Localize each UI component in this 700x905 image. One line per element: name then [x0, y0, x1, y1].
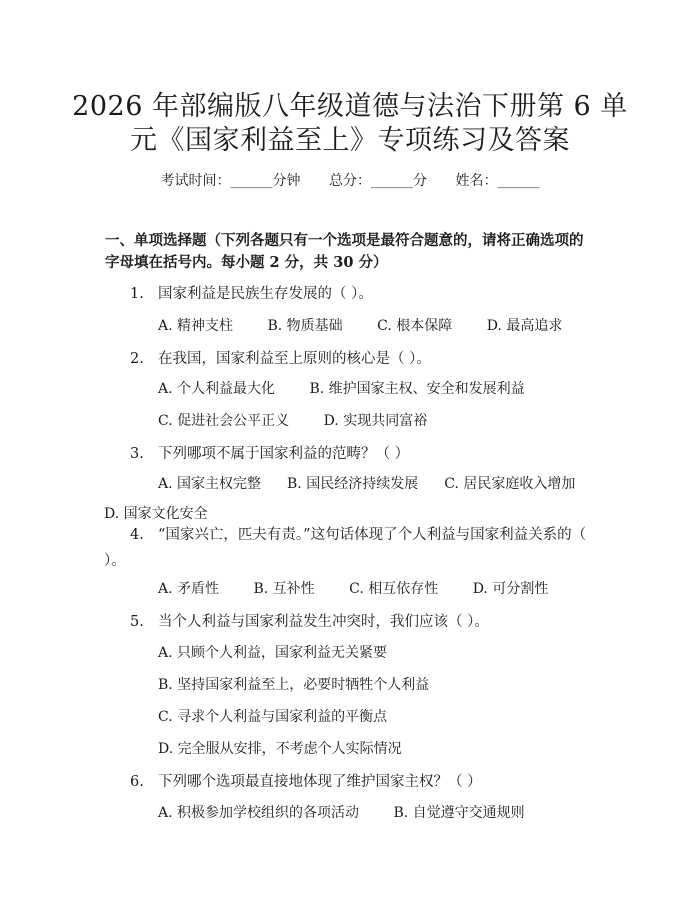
- question-text: 下列哪项不属于国家利益的范畴？（ ）: [158, 446, 410, 462]
- option: D. 完全服从安排，不考虑个人实际情况: [158, 741, 402, 757]
- option: C. 相互依存性: [349, 581, 439, 597]
- option: B. 物质基础: [267, 318, 343, 334]
- question-6-options: [158, 802, 555, 822]
- option: A. 国家主权完整: [158, 476, 262, 492]
- question-1-options: [158, 315, 592, 335]
- option: B. 坚持国家利益至上，必要时牺牲个人利益: [158, 677, 430, 693]
- option: C. 根本保障: [377, 318, 453, 334]
- option: D. 国家文化安全: [104, 506, 208, 522]
- question-text: 下列哪个选项最直接地体现了维护国家主权？（ ）: [158, 774, 482, 790]
- question-text: 国家利益是民族生存发展的（ ）。: [158, 286, 373, 302]
- question-2-options-row-1: [158, 378, 555, 398]
- option: D. 实现共同富裕: [323, 413, 428, 429]
- option: B. 自觉遵守交通规则: [393, 805, 525, 821]
- option: C. 寻求个人利益与国家利益的平衡点: [158, 709, 388, 725]
- question-6: [130, 770, 590, 791]
- question-number: 1.: [130, 286, 144, 302]
- option: A. 个人利益最大化: [158, 381, 276, 397]
- exam-name: 姓名：______: [455, 173, 540, 189]
- document-title-line-1: 2026 年部编版八年级道德与法治下册第 6 单: [72, 91, 628, 122]
- question-4: [104, 522, 594, 574]
- question-number: 3.: [130, 446, 144, 462]
- question-number: 5.: [130, 614, 144, 630]
- question-1: [130, 282, 590, 303]
- option: A. 积极参加学校组织的各项活动: [158, 805, 360, 821]
- question-3-options: [104, 469, 604, 529]
- option: D. 最高追求: [486, 318, 563, 334]
- option: B. 国民经济持续发展: [287, 476, 419, 492]
- option: C. 居民家庭收入增加: [444, 476, 576, 492]
- exam-score: 总分：______分: [329, 173, 427, 189]
- option: A. 精神支柱: [158, 318, 234, 334]
- option: D. 可分割性: [472, 581, 549, 597]
- question-3: [130, 442, 590, 463]
- question-text: “国家兴亡，匹夫有责。”这句话体现了个人利益与国家利益关系的（ ）。: [104, 527, 587, 569]
- question-number: 2.: [130, 351, 144, 367]
- question-text: 当个人利益与国家利益发生冲突时，我们应该（ ）。: [158, 614, 489, 630]
- question-5: [130, 610, 590, 631]
- section-heading: 一、单项选择题（下列各题只有一个选项是最符合题意的，请将正确选项的字母填在括号内。每小题 2 分，共 30 分）: [105, 232, 584, 271]
- option: A. 矛盾性: [158, 581, 220, 597]
- exam-time: 考试时间：______分钟: [160, 173, 301, 189]
- option: A. 只顾个人利益，国家利益无关紧要: [158, 645, 388, 661]
- question-2: [130, 347, 590, 368]
- question-text: 在我国，国家利益至上原则的核心是（ ）。: [158, 351, 431, 367]
- exam-meta: [0, 170, 700, 190]
- question-number: 4.: [130, 527, 144, 543]
- question-number: 6.: [130, 774, 144, 790]
- option: C. 促进社会公平正义: [158, 413, 290, 429]
- option: B. 互补性: [253, 581, 315, 597]
- document-title-line-2: 元《国家利益至上》专项练习及答案: [130, 125, 570, 156]
- question-2-options-row-2: [158, 410, 457, 430]
- question-4-options: [158, 578, 578, 598]
- option: B. 维护国家主权、安全和发展利益: [309, 381, 525, 397]
